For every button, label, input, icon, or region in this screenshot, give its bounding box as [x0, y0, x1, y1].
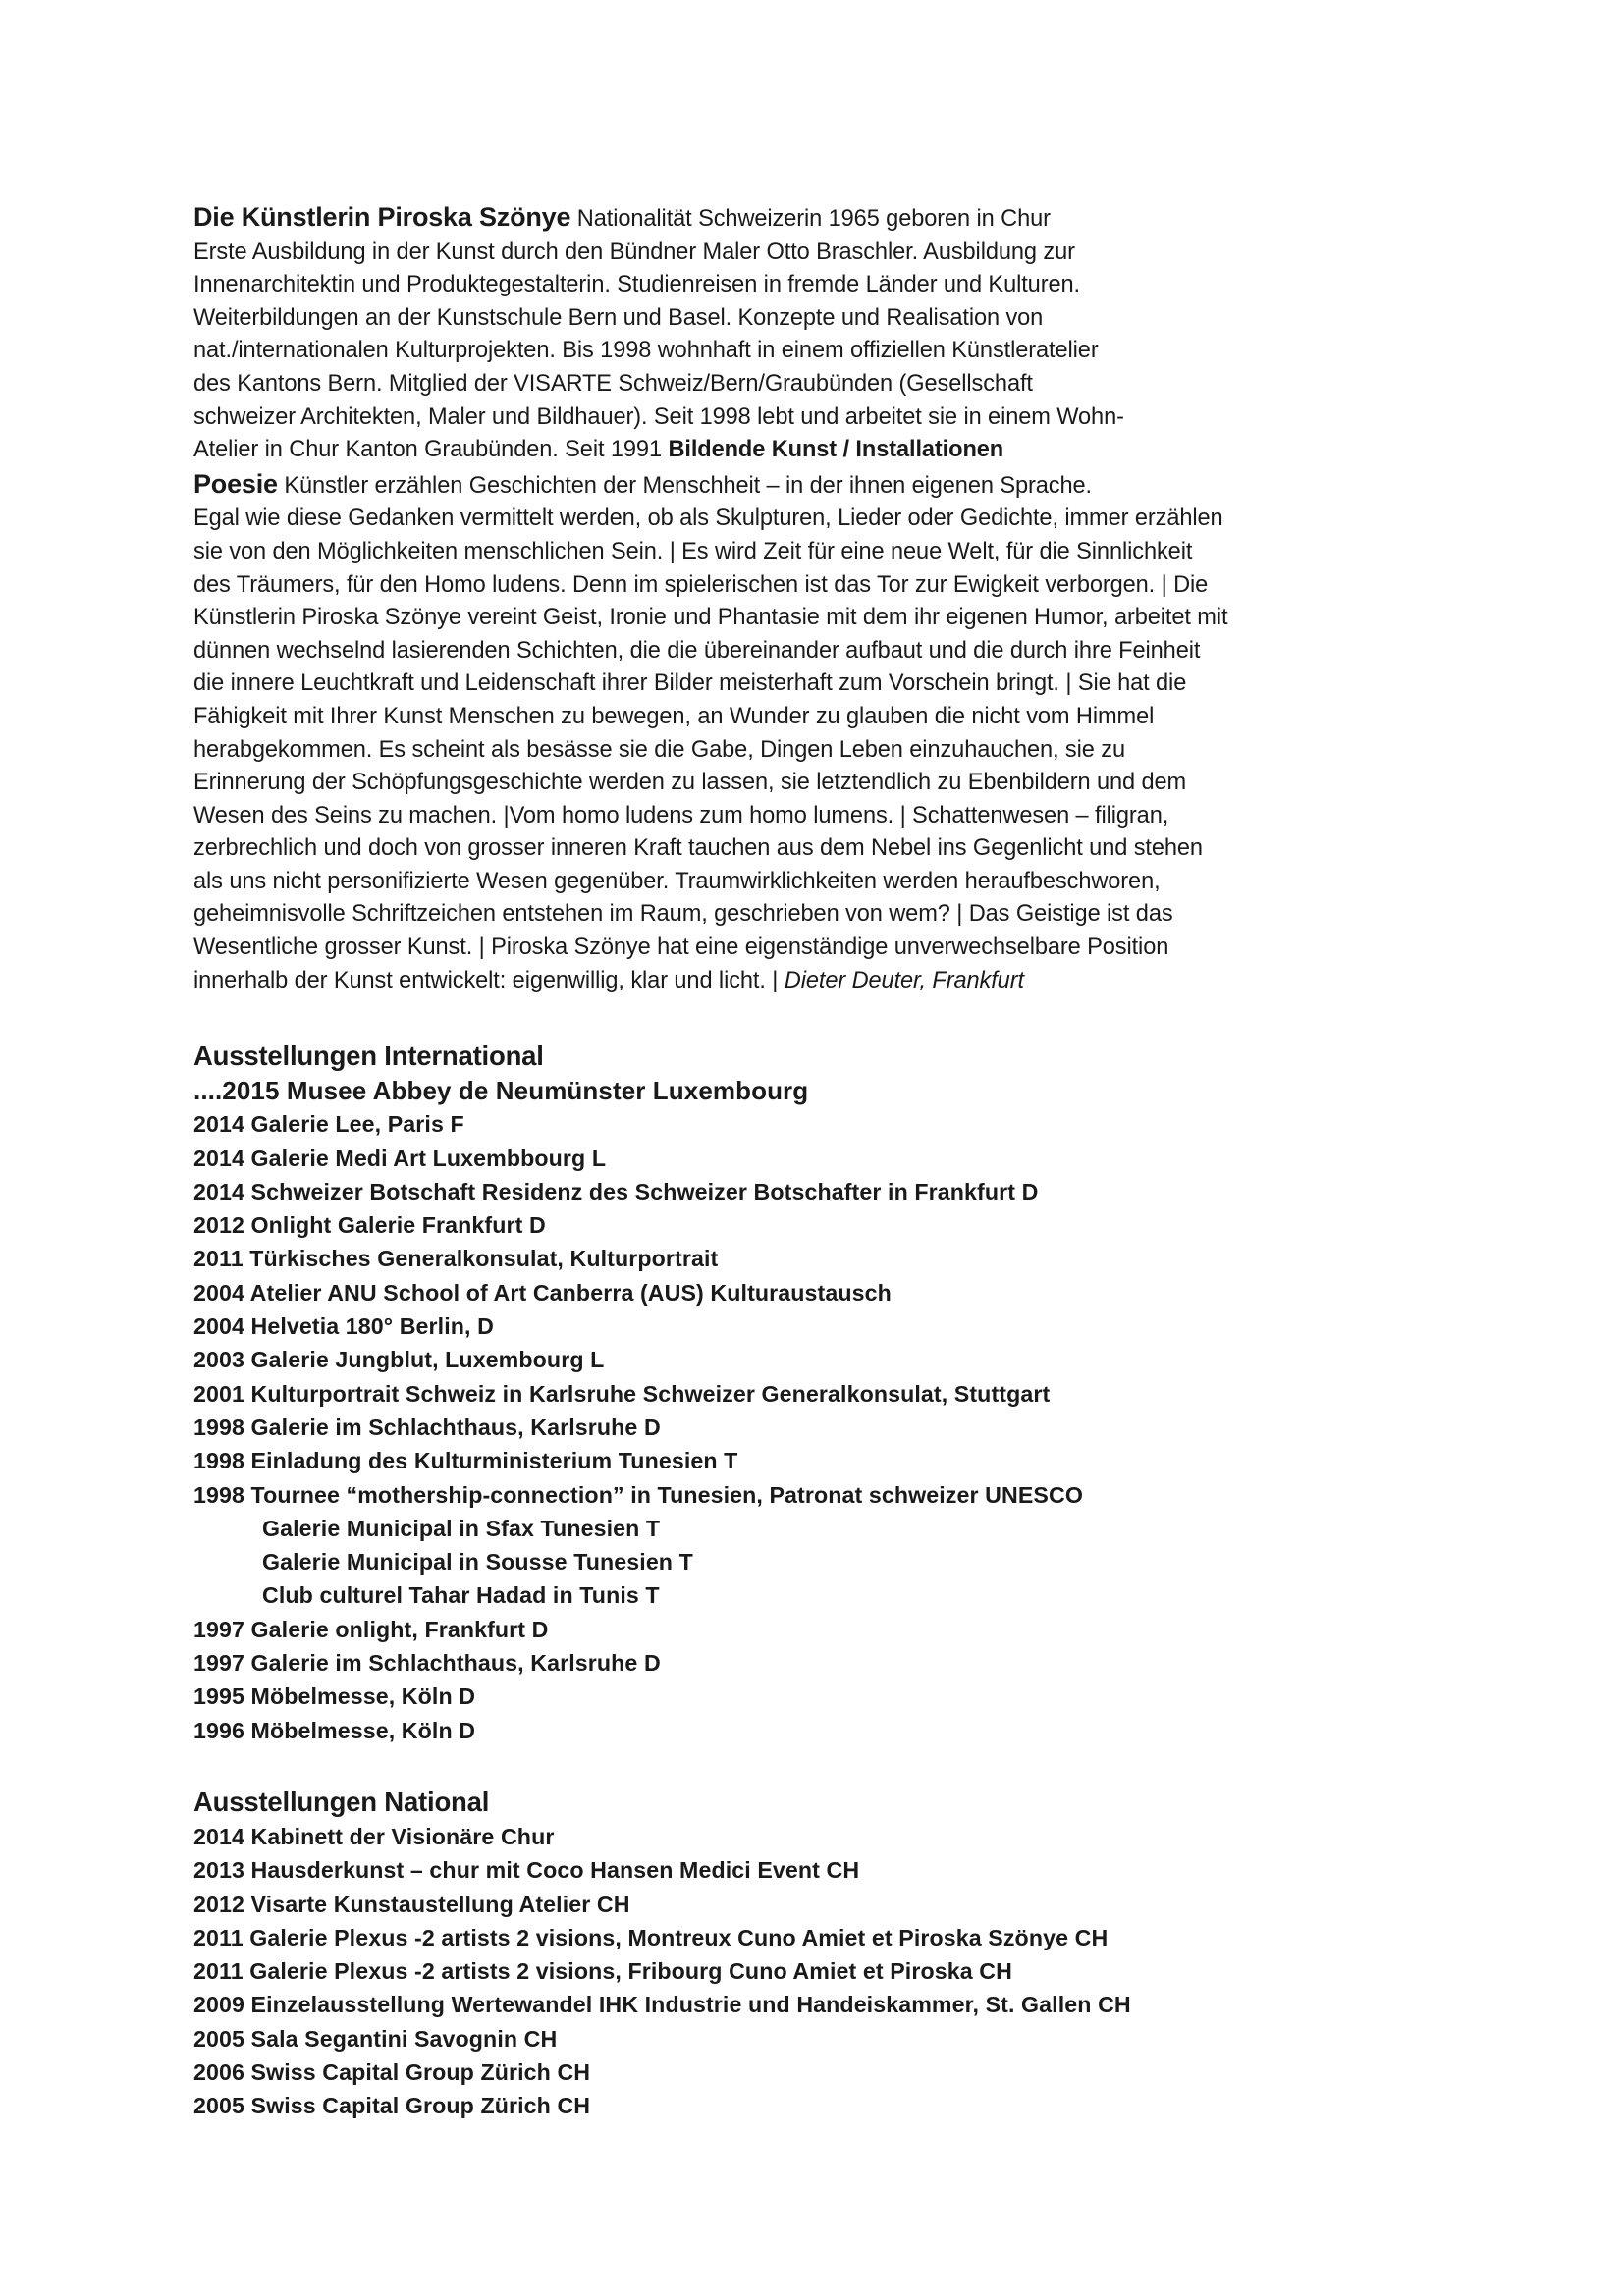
- exhibition-item: 2012 Visarte Kunstaustellung Atelier CH: [193, 1891, 630, 1917]
- artist-biography: [193, 201, 1470, 997]
- exhibition-item: 2013 Hausderkunst – chur mit Coco Hansen Medici Event CH: [193, 1857, 860, 1884]
- poesie-line: die innere Leuchtkraft und Leidenschaft ihrer Bilder meisterhaft zum Vorschein bringt. | Sie hat die: [193, 670, 1187, 697]
- disciplines-label: Bildende Kunst / Installationen: [668, 437, 1004, 463]
- exhibition-item: 1998 Einladung des Kulturministerium Tunesien T: [193, 1448, 738, 1474]
- poesie-line: Künstlerin Piroska Szönye vereint Geist, Ironie und Phantasie mit dem ihr eigenen Humor, arbeitet mit: [193, 605, 1228, 631]
- bio-line: [193, 201, 1470, 237]
- exhibition-item: 2005 Sala Segantini Savognin CH: [193, 2025, 558, 2052]
- exhibition-item: 2005 Swiss Capital Group Zürich CH: [193, 2093, 591, 2119]
- national-exhibitions-section: [193, 1785, 1470, 2123]
- poesie-line: des Träumers, für den Homo ludens. Denn im spielerischen ist das Tor zur Ewigkeit verborgen. | Die: [193, 571, 1209, 598]
- artist-name-heading: Die Künstlerin Piroska Szönye: [193, 202, 571, 232]
- poesie-line: Erinnerung der Schöpfungsgeschichte werden zu lassen, sie letztendlich zu Ebenbildern und dem: [193, 770, 1187, 796]
- quote-author: Dieter Deuter, Frankfurt: [784, 967, 1024, 993]
- exhibition-item: 1998 Tournee “mothership-connection” in Tunesien, Patronat schweizer UNESCO: [193, 1481, 1083, 1508]
- bio-line: schweizer Architekten, Maler und Bildhauer). Seit 1998 lebt und arbeitet sie in einem Wohn-: [193, 403, 1124, 430]
- poesie-line: als uns nicht personifizierte Wesen gegenüber. Traumwirklichkeiten werden heraufbeschworen,: [193, 868, 1161, 894]
- poesie-line: zerbrechlich und doch von grosser inneren Kraft tauchen aus dem Nebel ins Gegenlicht und stehen: [193, 835, 1203, 862]
- international-exhibitions-heading: Ausstellungen International: [193, 1041, 544, 1071]
- international-exhibitions-section: [193, 1039, 1470, 1747]
- exhibition-item: 2014 Schweizer Botschaft Residenz des Schweizer Botschafter in Frankfurt D: [193, 1178, 1039, 1204]
- exhibition-subitem: Club culturel Tahar Hadad in Tunis T: [262, 1582, 660, 1609]
- bio-text: Atelier in Chur Kanton Graubünden. Seit 1991: [193, 437, 662, 463]
- bio-line: [193, 434, 1470, 467]
- exhibition-item: 2014 Galerie Lee, Paris F: [193, 1111, 464, 1138]
- exhibition-item: 1996 Möbelmesse, Köln D: [193, 1717, 476, 1743]
- bio-text: Nationalität Schweizerin 1965 geboren in Chur: [576, 206, 1051, 232]
- poesie-line: dünnen wechselnd lasierenden Schichten, die die übereinander aufbaut und die durch ihre Feinheit: [193, 637, 1201, 664]
- exhibition-item: 2009 Einzelausstellung Wertewandel IHK Industrie und Handeiskammer, St. Gallen CH: [193, 1992, 1131, 2018]
- bio-line: Erste Ausbildung in der Kunst durch den Bündner Maler Otto Braschler. Ausbildung zur: [193, 239, 1075, 265]
- exhibition-item: 2014 Galerie Medi Art Luxembbourg L: [193, 1145, 607, 1171]
- exhibition-item: 2004 Helvetia 180° Berlin, D: [193, 1313, 494, 1340]
- poesie-line: geheimnisvolle Schriftzeichen entstehen im Raum, geschrieben von wem? | Das Geistige ist das: [193, 901, 1173, 928]
- exhibition-item: 2003 Galerie Jungblut, Luxembourg L: [193, 1347, 605, 1373]
- poesie-text: Künstler erzählen Geschichten der Menschheit – in der ihnen eigenen Sprache.: [284, 472, 1092, 499]
- exhibition-item: 2011 Türkisches Generalkonsulat, Kulturportrait: [193, 1246, 719, 1272]
- exhibition-item: ....2015 Musee Abbey de Neumünster Luxembourg: [193, 1076, 809, 1105]
- national-exhibitions-heading: Ausstellungen National: [193, 1787, 490, 1817]
- exhibition-subitem: Galerie Municipal in Sousse Tunesien T: [262, 1549, 693, 1575]
- exhibition-item: 2004 Atelier ANU School of Art Canberra (AUS) Kulturaustausch: [193, 1279, 892, 1306]
- poesie-heading: Poesie: [193, 468, 278, 499]
- exhibition-item: 2001 Kulturportrait Schweiz in Karlsruhe Schweizer Generalkonsulat, Stuttgart: [193, 1380, 1051, 1407]
- bio-line: nat./internationalen Kulturprojekten. Bis 1998 wohnhaft in einem offiziellen Künstleratelier: [193, 338, 1099, 364]
- poesie-line: [193, 965, 1470, 998]
- exhibition-item: 1995 Möbelmesse, Köln D: [193, 1683, 476, 1710]
- exhibition-subitem: Galerie Municipal in Sfax Tunesien T: [262, 1515, 661, 1541]
- bio-line: des Kantons Bern. Mitglied der VISARTE Schweiz/Bern/Graubünden (Gesellschaft: [193, 370, 1033, 397]
- poesie-line: Fähigkeit mit Ihrer Kunst Menschen zu bewegen, an Wunder zu glauben die nicht vom Himmel: [193, 703, 1155, 729]
- poesie-text: innerhalb der Kunst entwickelt: eigenwillig, klar und licht. |: [193, 967, 779, 993]
- exhibition-item: 2012 Onlight Galerie Frankfurt D: [193, 1212, 546, 1239]
- exhibition-item: 2006 Swiss Capital Group Zürich CH: [193, 2059, 591, 2086]
- poesie-line: Wesentliche grosser Kunst. | Piroska Szönye hat eine eigenständige unverwechselbare Position: [193, 934, 1169, 961]
- poesie-line: Egal wie diese Gedanken vermittelt werden, ob als Skulpturen, Lieder oder Gedichte, immer erzählen: [193, 506, 1223, 532]
- bio-line: Innenarchitektin und Produktegestalterin. Studienreisen in fremde Länder und Kulturen.: [193, 272, 1080, 298]
- national-exhibitions-list: [193, 1820, 1470, 2123]
- international-exhibitions-list: [193, 1074, 1470, 1747]
- poesie-line: sie von den Möglichkeiten menschlichen Sein. | Es wird Zeit für eine neue Welt, für die Sinnlichkeit: [193, 538, 1193, 564]
- bio-line: Weiterbildungen an der Kunstschule Bern und Basel. Konzepte und Realisation von: [193, 304, 1044, 331]
- exhibition-item: 1998 Galerie im Schlachthaus, Karlsruhe D: [193, 1414, 661, 1440]
- poesie-line: [193, 468, 1470, 504]
- exhibition-item: 1997 Galerie im Schlachthaus, Karlsruhe D: [193, 1650, 661, 1677]
- exhibition-item: 1997 Galerie onlight, Frankfurt D: [193, 1616, 549, 1642]
- poesie-line: Wesen des Seins zu machen. |Vom homo ludens zum homo lumens. | Schattenwesen – filigran,: [193, 802, 1169, 828]
- exhibition-item: 2011 Galerie Plexus -2 artists 2 visions, Montreux Cuno Amiet et Piroska Szönye CH: [193, 1924, 1109, 1950]
- exhibition-item: 2014 Kabinett der Visionäre Chur: [193, 1824, 555, 1849]
- poesie-line: herabgekommen. Es scheint als besässe sie die Gabe, Dingen Leben einzuhauchen, sie zu: [193, 736, 1125, 763]
- exhibition-item: 2011 Galerie Plexus -2 artists 2 visions, Fribourg Cuno Amiet et Piroska CH: [193, 1958, 1012, 1985]
